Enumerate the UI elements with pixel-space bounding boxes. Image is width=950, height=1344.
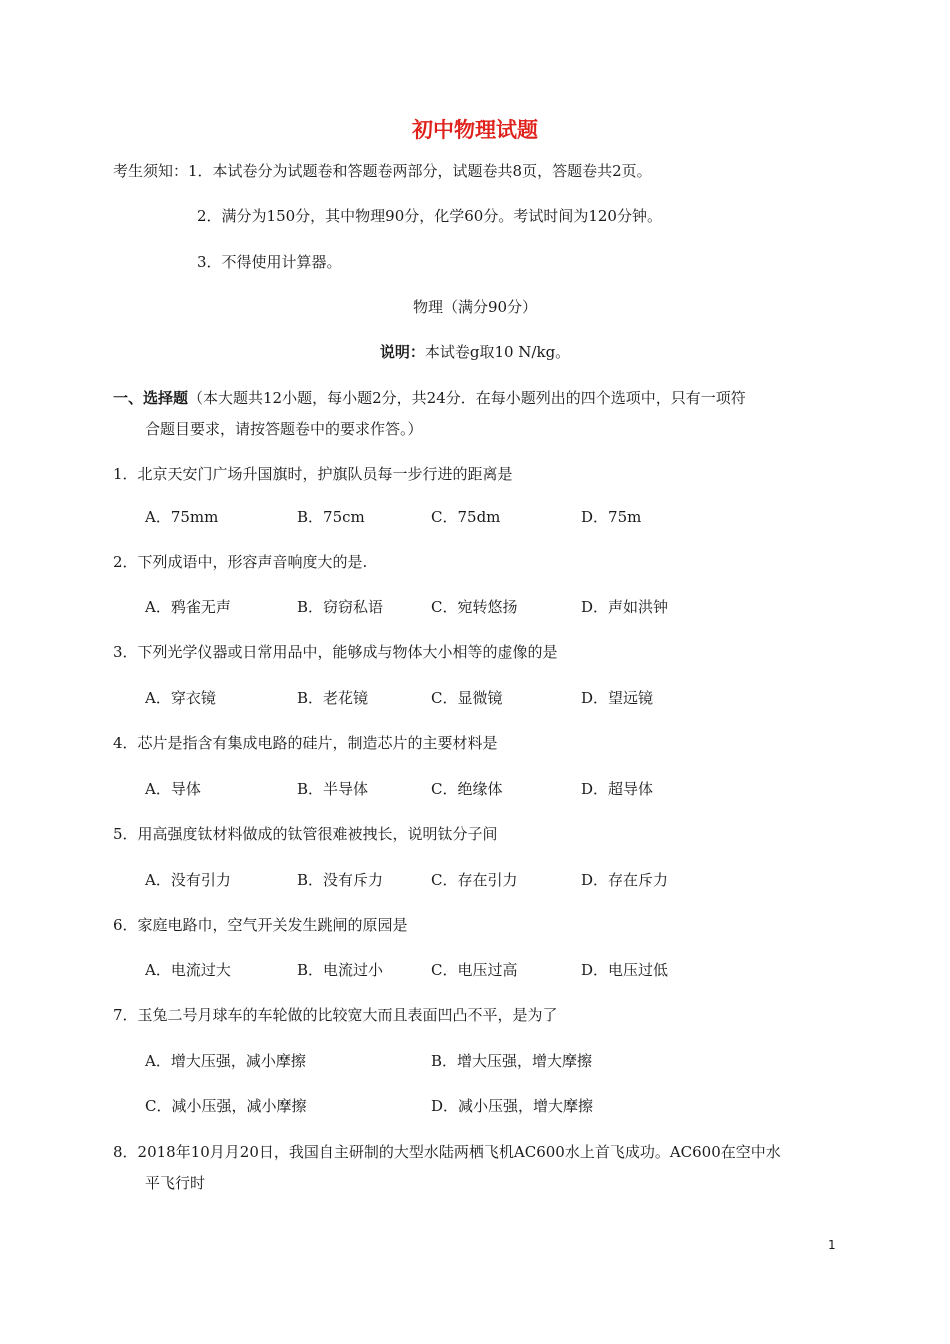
option-a: A．穿衣镜 — [145, 689, 216, 707]
question-stem: 8．2018年10月月20日，我国自主研制的大型水陆两栖飞机AC600水上首飞成功。AC600在空中水 — [113, 1143, 781, 1161]
option-a: A．增大压强，减小摩擦 — [145, 1052, 306, 1070]
page-number: 1 — [828, 1238, 836, 1252]
section-heading — [113, 388, 746, 408]
notice-label: 考生须知： — [113, 162, 189, 180]
option-b: B．75cm — [297, 508, 365, 526]
page-title: 初中物理试题 — [412, 117, 538, 142]
section-text-continued: 合题目要求，请按答题卷中的要求作答。） — [145, 420, 423, 438]
option-b: B．半导体 — [297, 780, 369, 798]
option-d: D．超导体 — [581, 780, 654, 798]
option-b: B．电流过小 — [297, 961, 384, 979]
section-text: （本大题共12小题，每小题2分，共24分．在每小题列出的四个选项中，只有一项符 — [188, 389, 746, 407]
option-d: D．电压过低 — [581, 961, 669, 979]
question-stem: 1．北京天安门广场升国旗时，护旗队员每一步行进的距离是 — [113, 465, 513, 483]
option-b: B．老花镜 — [297, 689, 369, 707]
option-c: C．75dm — [431, 508, 501, 526]
option-d: D．望远镜 — [581, 689, 654, 707]
question-stem: 2．下列成语中，形容声音响度大的是. — [113, 553, 368, 571]
option-a: A．75mm — [145, 508, 219, 526]
explanation-label: 说明： — [379, 343, 425, 361]
notice-item: 2．满分为150分，其中物理90分，化学60分。考试时间为120分钟。 — [197, 207, 662, 225]
question-stem: 3．下列光学仪器或日常用品中，能够成与物体大小相等的虚像的是 — [113, 643, 558, 661]
subject-heading: 物理（满分90分） — [412, 298, 538, 316]
option-d: D．减小压强，增大摩擦 — [431, 1097, 594, 1115]
option-c: C．显微镜 — [431, 689, 503, 707]
notice-line-1 — [113, 161, 652, 181]
question-stem: 7．玉兔二号月球车的车轮做的比较宽大而且表面凹凸不平，是为了 — [113, 1006, 558, 1024]
option-b: B．没有斥力 — [297, 871, 384, 889]
option-a: A．电流过大 — [145, 961, 231, 979]
option-c: C．绝缘体 — [431, 780, 503, 798]
explanation — [0, 342, 950, 362]
question-stem-continued: 平飞行时 — [145, 1174, 206, 1192]
option-c: C．宛转悠扬 — [431, 598, 518, 616]
option-a: A．没有引力 — [145, 871, 231, 889]
option-a: A．鸦雀无声 — [145, 598, 231, 616]
option-d: D．存在斥力 — [581, 871, 669, 889]
option-a: A．导体 — [145, 780, 201, 798]
option-d: D．75m — [581, 508, 642, 526]
option-d: D．声如洪钟 — [581, 598, 669, 616]
question-stem: 5．用高强度钛材料做成的钛管很难被拽长，说明钛分子间 — [113, 825, 498, 843]
section-label: 一、选择题 — [113, 389, 189, 407]
option-b: B．增大压强，增大摩擦 — [431, 1052, 593, 1070]
option-c: C．存在引力 — [431, 871, 518, 889]
notice-item: 3．不得使用计算器。 — [197, 253, 342, 271]
question-stem: 4．芯片是指含有集成电路的硅片，制造芯片的主要材料是 — [113, 734, 498, 752]
option-c: C．电压过高 — [431, 961, 518, 979]
explanation-text: 本试卷g取10 N/kg。 — [424, 343, 571, 361]
option-c: C．减小压强，减小摩擦 — [145, 1097, 307, 1115]
option-b: B．窃窃私语 — [297, 598, 384, 616]
notice-item: 1．本试卷分为试题卷和答题卷两部分，试题卷共8页，答题卷共2页。 — [188, 162, 652, 180]
question-stem: 6．家庭电路巾，空气开关发生跳闸的原园是 — [113, 916, 408, 934]
